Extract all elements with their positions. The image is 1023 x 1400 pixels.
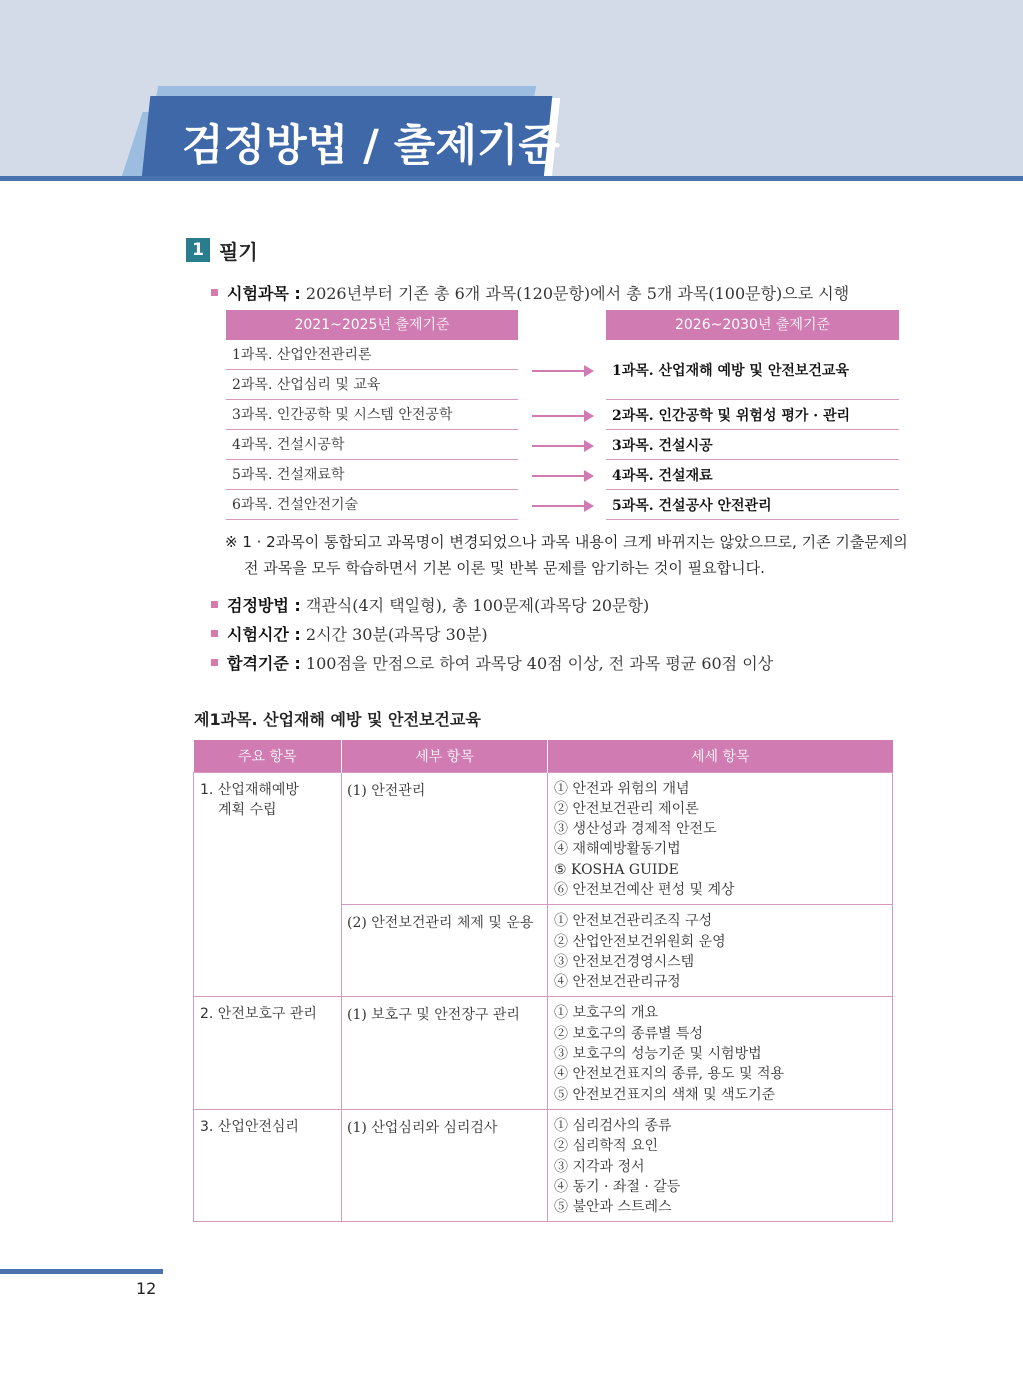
section-number-badge: 1 bbox=[186, 238, 210, 262]
old-subject-row: 4과목. 건설시공학 bbox=[226, 430, 518, 460]
bullet-pass-criteria bbox=[211, 651, 773, 674]
old-subject-row: 3과목. 인간공학 및 시스템 안전공학 bbox=[226, 400, 518, 430]
header-main-items: 주요 항목 bbox=[194, 740, 342, 772]
section-title: 필기 bbox=[219, 240, 258, 264]
table-header-row bbox=[194, 740, 893, 772]
detail-item: ② 심리학적 요인 bbox=[554, 1138, 659, 1155]
detail-item: ② 보호구의 종류별 특성 bbox=[554, 1025, 704, 1042]
bullet-label: 시험과목 : bbox=[227, 284, 301, 303]
detail-item: ⑤ KOSHA GUIDE bbox=[554, 861, 679, 878]
detail-item: ④ 동기 · 좌절 · 갈등 bbox=[554, 1178, 681, 1195]
detail-item: ① 보호구의 개요 bbox=[554, 1005, 659, 1022]
footer-rule bbox=[0, 1269, 163, 1274]
bullet-square-icon bbox=[211, 601, 218, 608]
bullet-text: 객관식(4지 택일형), 총 100문제(과목당 20문항) bbox=[305, 596, 650, 615]
new-standard-header: 2026~2030년 출제기준 bbox=[606, 310, 899, 340]
new-subject-row: 3과목. 건설시공 bbox=[606, 430, 899, 460]
detail-item: ④ 안전보건관리규정 bbox=[554, 974, 681, 991]
detail-item: ② 안전보건관리 제이론 bbox=[554, 800, 699, 817]
bullet-label: 합격기준 : bbox=[227, 654, 301, 673]
right-arrow-icon bbox=[532, 445, 592, 447]
detail-item: ③ 안전보건경영시스템 bbox=[554, 953, 695, 970]
note-line-2: 전 과목을 모두 학습하면서 기본 이론 및 반복 문제를 암기하는 것이 필요합니다. bbox=[244, 559, 765, 577]
detail-item: ① 안전과 위험의 개념 bbox=[554, 780, 690, 797]
old-standard-header: 2021~2025년 출제기준 bbox=[226, 310, 518, 340]
detail-item: ③ 지각과 정서 bbox=[554, 1158, 645, 1175]
new-subject-row: 2과목. 인간공학 및 위험성 평가 · 관리 bbox=[606, 400, 899, 430]
page-number: 12 bbox=[136, 1279, 157, 1298]
detail-item: ② 산업안전보건위원회 운영 bbox=[554, 933, 726, 950]
bullet-text: 2시간 30분(과목당 30분) bbox=[305, 625, 488, 644]
right-arrow-icon bbox=[532, 505, 592, 507]
bullet-exam-subjects bbox=[211, 281, 849, 304]
header-sub-items: 세부 항목 bbox=[342, 740, 548, 772]
detail-item-cell bbox=[548, 772, 893, 905]
main-item-cell bbox=[194, 997, 342, 1109]
new-subject-row: 5과목. 건설공사 안전관리 bbox=[606, 490, 899, 520]
bullet-square-icon bbox=[211, 659, 218, 666]
main-item-label: 3. 산업안전심리 bbox=[200, 1118, 299, 1135]
right-arrow-icon bbox=[532, 475, 592, 477]
detail-item-cell bbox=[548, 1109, 893, 1221]
page-title: 검정방법 / 출제기준 bbox=[182, 121, 560, 171]
bullet-label: 시험시간 : bbox=[227, 625, 301, 644]
header-rule bbox=[0, 176, 1023, 181]
note-line-1: ※ 1 · 2과목이 통합되고 과목명이 변경되었으나 과목 내용이 크게 바뀌지는 않았으므로, 기존 기출문제의 bbox=[225, 533, 908, 551]
sub-item-cell: (1) 산업심리와 심리검사 bbox=[342, 1109, 548, 1221]
old-subject-row: 5과목. 건설재료학 bbox=[226, 460, 518, 490]
bullet-text: 2026년부터 기존 총 6개 과목(120문항)에서 총 5개 과목(100문항)으로 시행 bbox=[305, 284, 850, 303]
detail-item: ④ 안전보건표지의 종류, 용도 및 적용 bbox=[554, 1066, 785, 1083]
subject-title: 제1과목. 산업재해 예방 및 안전보건교육 bbox=[194, 710, 481, 729]
right-arrow-icon bbox=[532, 370, 592, 372]
bullet-square-icon bbox=[211, 630, 218, 637]
right-arrow-icon bbox=[532, 415, 592, 417]
sub-item-cell: (1) 안전관리 bbox=[342, 772, 548, 905]
old-subject-row: 2과목. 산업심리 및 교육 bbox=[226, 370, 518, 400]
new-subject-row: 1과목. 산업재해 예방 및 안전보건교육 bbox=[606, 340, 899, 400]
bullet-square-icon bbox=[211, 289, 218, 296]
main-item-label: 2. 안전보호구 관리 bbox=[200, 1006, 317, 1023]
sub-item-cell: (2) 안전보건관리 체제 및 운용 bbox=[342, 905, 548, 997]
syllabus-table bbox=[193, 740, 893, 1222]
detail-item: ① 심리검사의 종류 bbox=[554, 1117, 672, 1134]
bullet-text: 100점을 만점으로 하여 과목당 40점 이상, 전 과목 평균 60점 이상 bbox=[305, 654, 774, 673]
detail-item: ⑥ 안전보건예산 편성 및 계상 bbox=[554, 881, 735, 898]
bullet-exam-method bbox=[211, 593, 649, 616]
table-row bbox=[194, 772, 893, 905]
main-item-label: 1. 산업재해예방 계획 수립 bbox=[200, 781, 299, 818]
detail-item: ① 안전보건관리조직 구성 bbox=[554, 913, 713, 930]
detail-item: ③ 보호구의 성능기준 및 시험방법 bbox=[554, 1046, 762, 1063]
detail-item-cell bbox=[548, 905, 893, 997]
old-subject-row: 6과목. 건설안전기술 bbox=[226, 490, 518, 520]
bullet-exam-time bbox=[211, 622, 488, 645]
new-subject-row: 4과목. 건설재료 bbox=[606, 460, 899, 490]
table-row bbox=[194, 1109, 893, 1221]
header-detail-items: 세세 항목 bbox=[548, 740, 893, 772]
detail-item: ⑤ 안전보건표지의 색채 및 색도기준 bbox=[554, 1086, 776, 1103]
detail-item: ③ 생산성과 경제적 안전도 bbox=[554, 821, 717, 838]
main-item-cell bbox=[194, 772, 342, 997]
old-subject-row: 1과목. 산업안전관리론 bbox=[226, 340, 518, 370]
detail-item: ⑤ 불안과 스트레스 bbox=[554, 1199, 672, 1216]
main-item-cell bbox=[194, 1109, 342, 1221]
detail-item-cell bbox=[548, 997, 893, 1109]
bullet-label: 검정방법 : bbox=[227, 596, 301, 615]
sub-item-cell: (1) 보호구 및 안전장구 관리 bbox=[342, 997, 548, 1109]
table-row bbox=[194, 997, 893, 1109]
detail-item: ④ 재해예방활동기법 bbox=[554, 841, 681, 858]
